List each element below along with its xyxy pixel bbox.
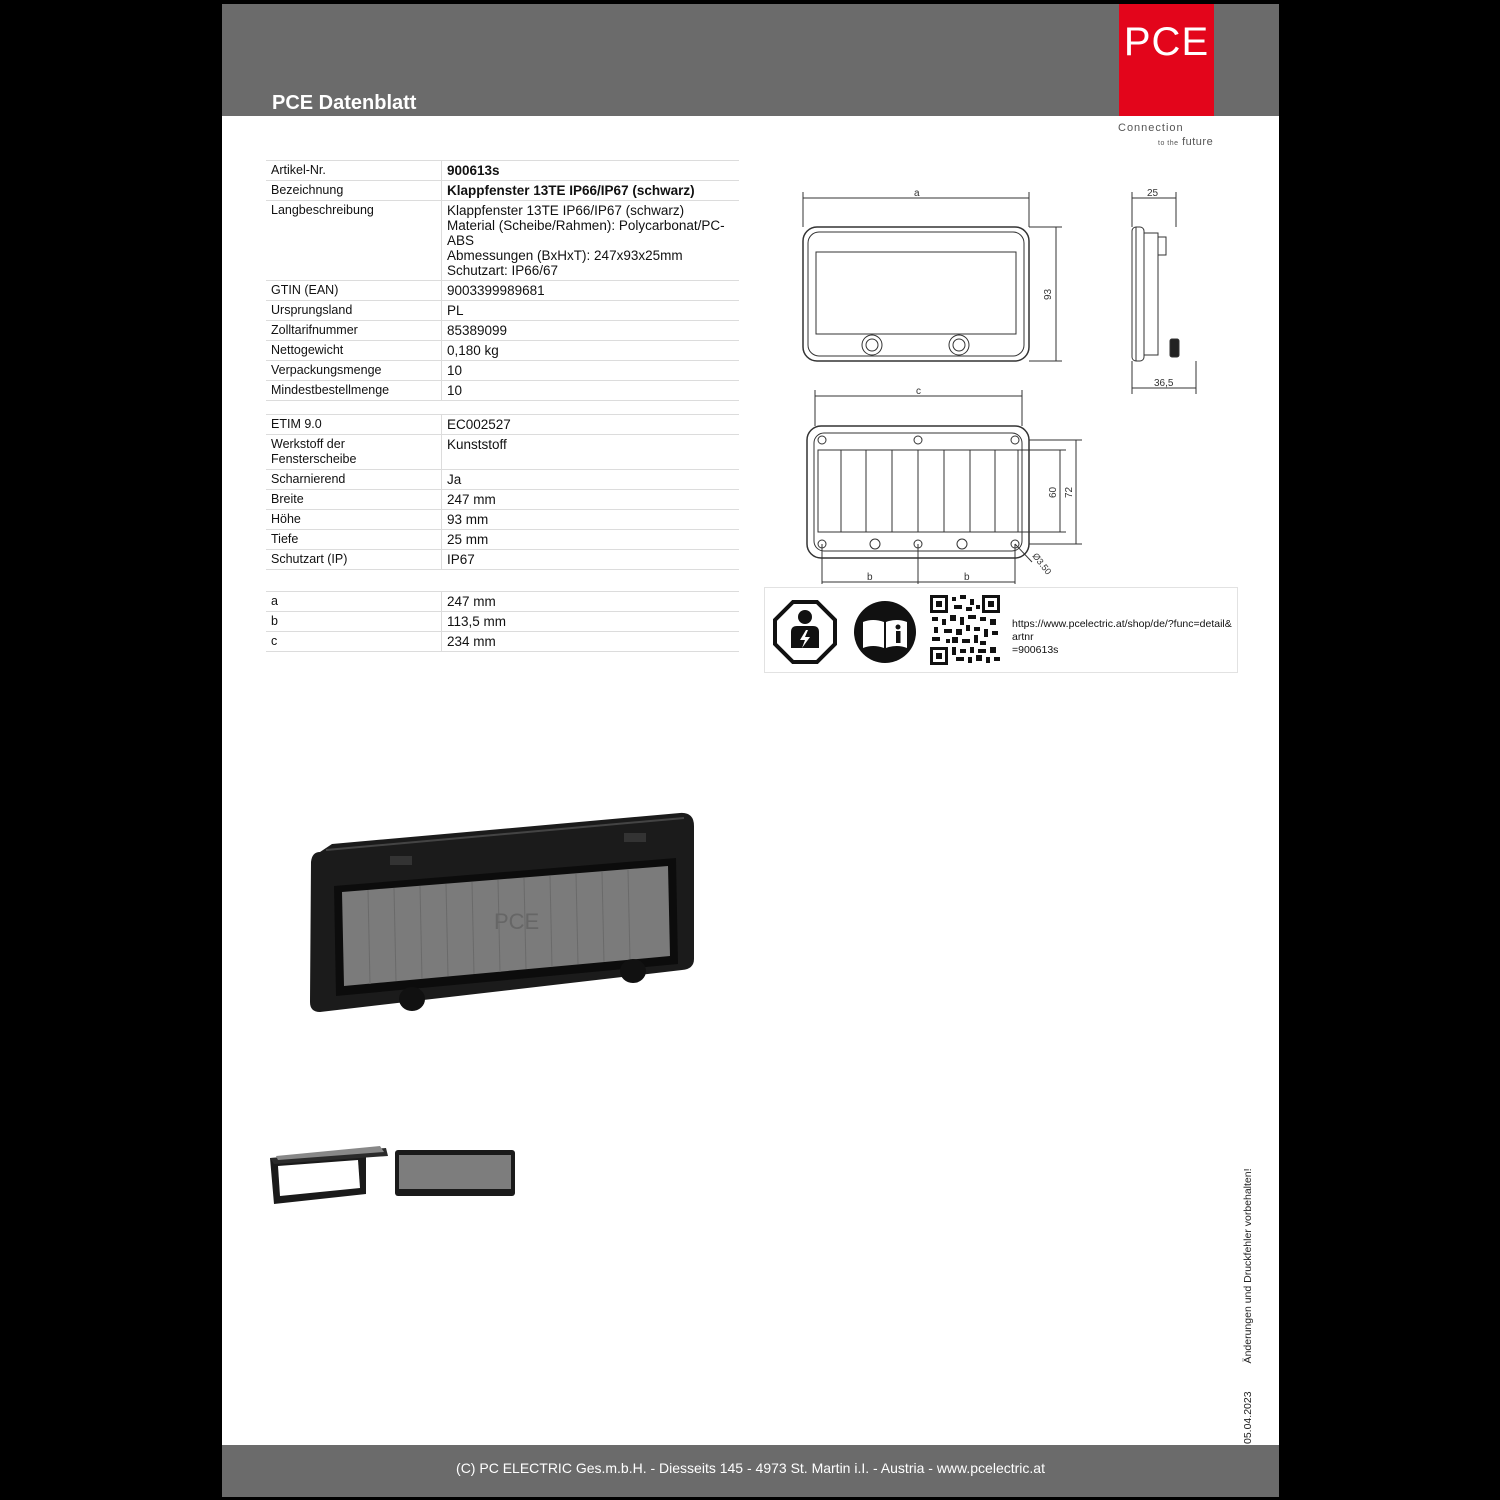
tagline-connection: Connection <box>1118 122 1184 134</box>
svg-text:36,5: 36,5 <box>1154 378 1174 389</box>
read-manual-icon <box>853 600 917 664</box>
svg-text:Ø3.50: Ø3.50 <box>1030 551 1054 577</box>
table-row: a 247 mm <box>266 592 739 612</box>
side-note <box>1242 1168 1254 1444</box>
table-row: GTIN (EAN) 9003399989681 <box>266 281 739 301</box>
table-row: Bezeichnung Klappfenster 13TE IP66/IP67 (schwarz) <box>266 181 739 201</box>
table-row: b 113,5 mm <box>266 612 739 632</box>
svg-text:72: 72 <box>1064 486 1075 498</box>
svg-text:PCE: PCE <box>494 909 540 934</box>
table-row: Scharnierend Ja <box>266 470 739 490</box>
qr-code-icon <box>930 595 1000 665</box>
table-row: Langbeschreibung Klappfenster 13TE IP66/IP67 (schwarz) Material (Scheibe/Rahmen): Polycarbonat/PC-ABS Abmessungen (BxHxT): 247x93x25mm Schutzart: IP66/67 <box>266 201 739 281</box>
table-row: ETIM 9.0 EC002527 <box>266 415 739 435</box>
thumbnail-front-view[interactable] <box>394 1149 516 1197</box>
svg-text:25: 25 <box>1147 188 1159 199</box>
table-row: Zolltarifnummer 85389099 <box>266 321 739 341</box>
svg-text:93: 93 <box>1043 288 1054 300</box>
table-row: Ursprungsland PL <box>266 301 739 321</box>
datasheet-page <box>222 4 1279 1497</box>
table-row: Höhe 93 mm <box>266 510 739 530</box>
spec-table-etim <box>266 414 739 570</box>
logo-text: PCE <box>1123 20 1210 64</box>
table-row: Mindestbestellmenge 10 <box>266 381 739 401</box>
footer-bar <box>222 1445 1279 1497</box>
product-photo <box>302 804 702 1019</box>
spec-table-dimensions <box>266 591 739 652</box>
table-row: Werkstoff der Fensterscheibe Kunststoff <box>266 435 739 470</box>
table-row: Breite 247 mm <box>266 490 739 510</box>
product-url[interactable]: https://www.pcelectric.at/shop/de/?func=detail&artnr =900613s <box>1012 618 1232 656</box>
table-row: Artikel-Nr. 900613s <box>266 161 739 181</box>
table-row: Tiefe 25 mm <box>266 530 739 550</box>
tagline-future: to the future <box>1158 136 1214 148</box>
front-view-window <box>816 252 1016 334</box>
table-row: Schutzart (IP) IP67 <box>266 550 739 570</box>
spec-table-main <box>266 160 739 401</box>
document-date: 05.04.2023 <box>1242 1391 1254 1444</box>
info-box <box>764 587 1238 673</box>
electrician-warning-icon <box>773 600 837 664</box>
header-bar <box>222 4 1279 116</box>
svg-text:60: 60 <box>1048 486 1059 498</box>
technical-drawing <box>770 184 1250 584</box>
footer-text: (C) PC ELECTRIC Ges.m.b.H. - Diesseits 145 - 4973 St. Martin i.I. - Austria - www.pcelectric.at <box>456 1460 1045 1476</box>
pce-logo <box>1119 4 1214 116</box>
table-row: Verpackungsmenge 10 <box>266 361 739 381</box>
front-view-frame <box>803 227 1029 361</box>
svg-text:b: b <box>964 572 970 583</box>
svg-text:c: c <box>916 386 921 397</box>
thumbnail-open-view[interactable] <box>266 1142 392 1204</box>
table-row: Nettogewicht 0,180 kg <box>266 341 739 361</box>
svg-text:b: b <box>867 572 873 583</box>
disclaimer: Änderungen und Druckfehler vorbehalten! <box>1242 1168 1254 1364</box>
table-row: c 234 mm <box>266 632 739 652</box>
svg-text:a: a <box>914 188 920 199</box>
page-title: PCE Datenblatt <box>272 92 417 114</box>
